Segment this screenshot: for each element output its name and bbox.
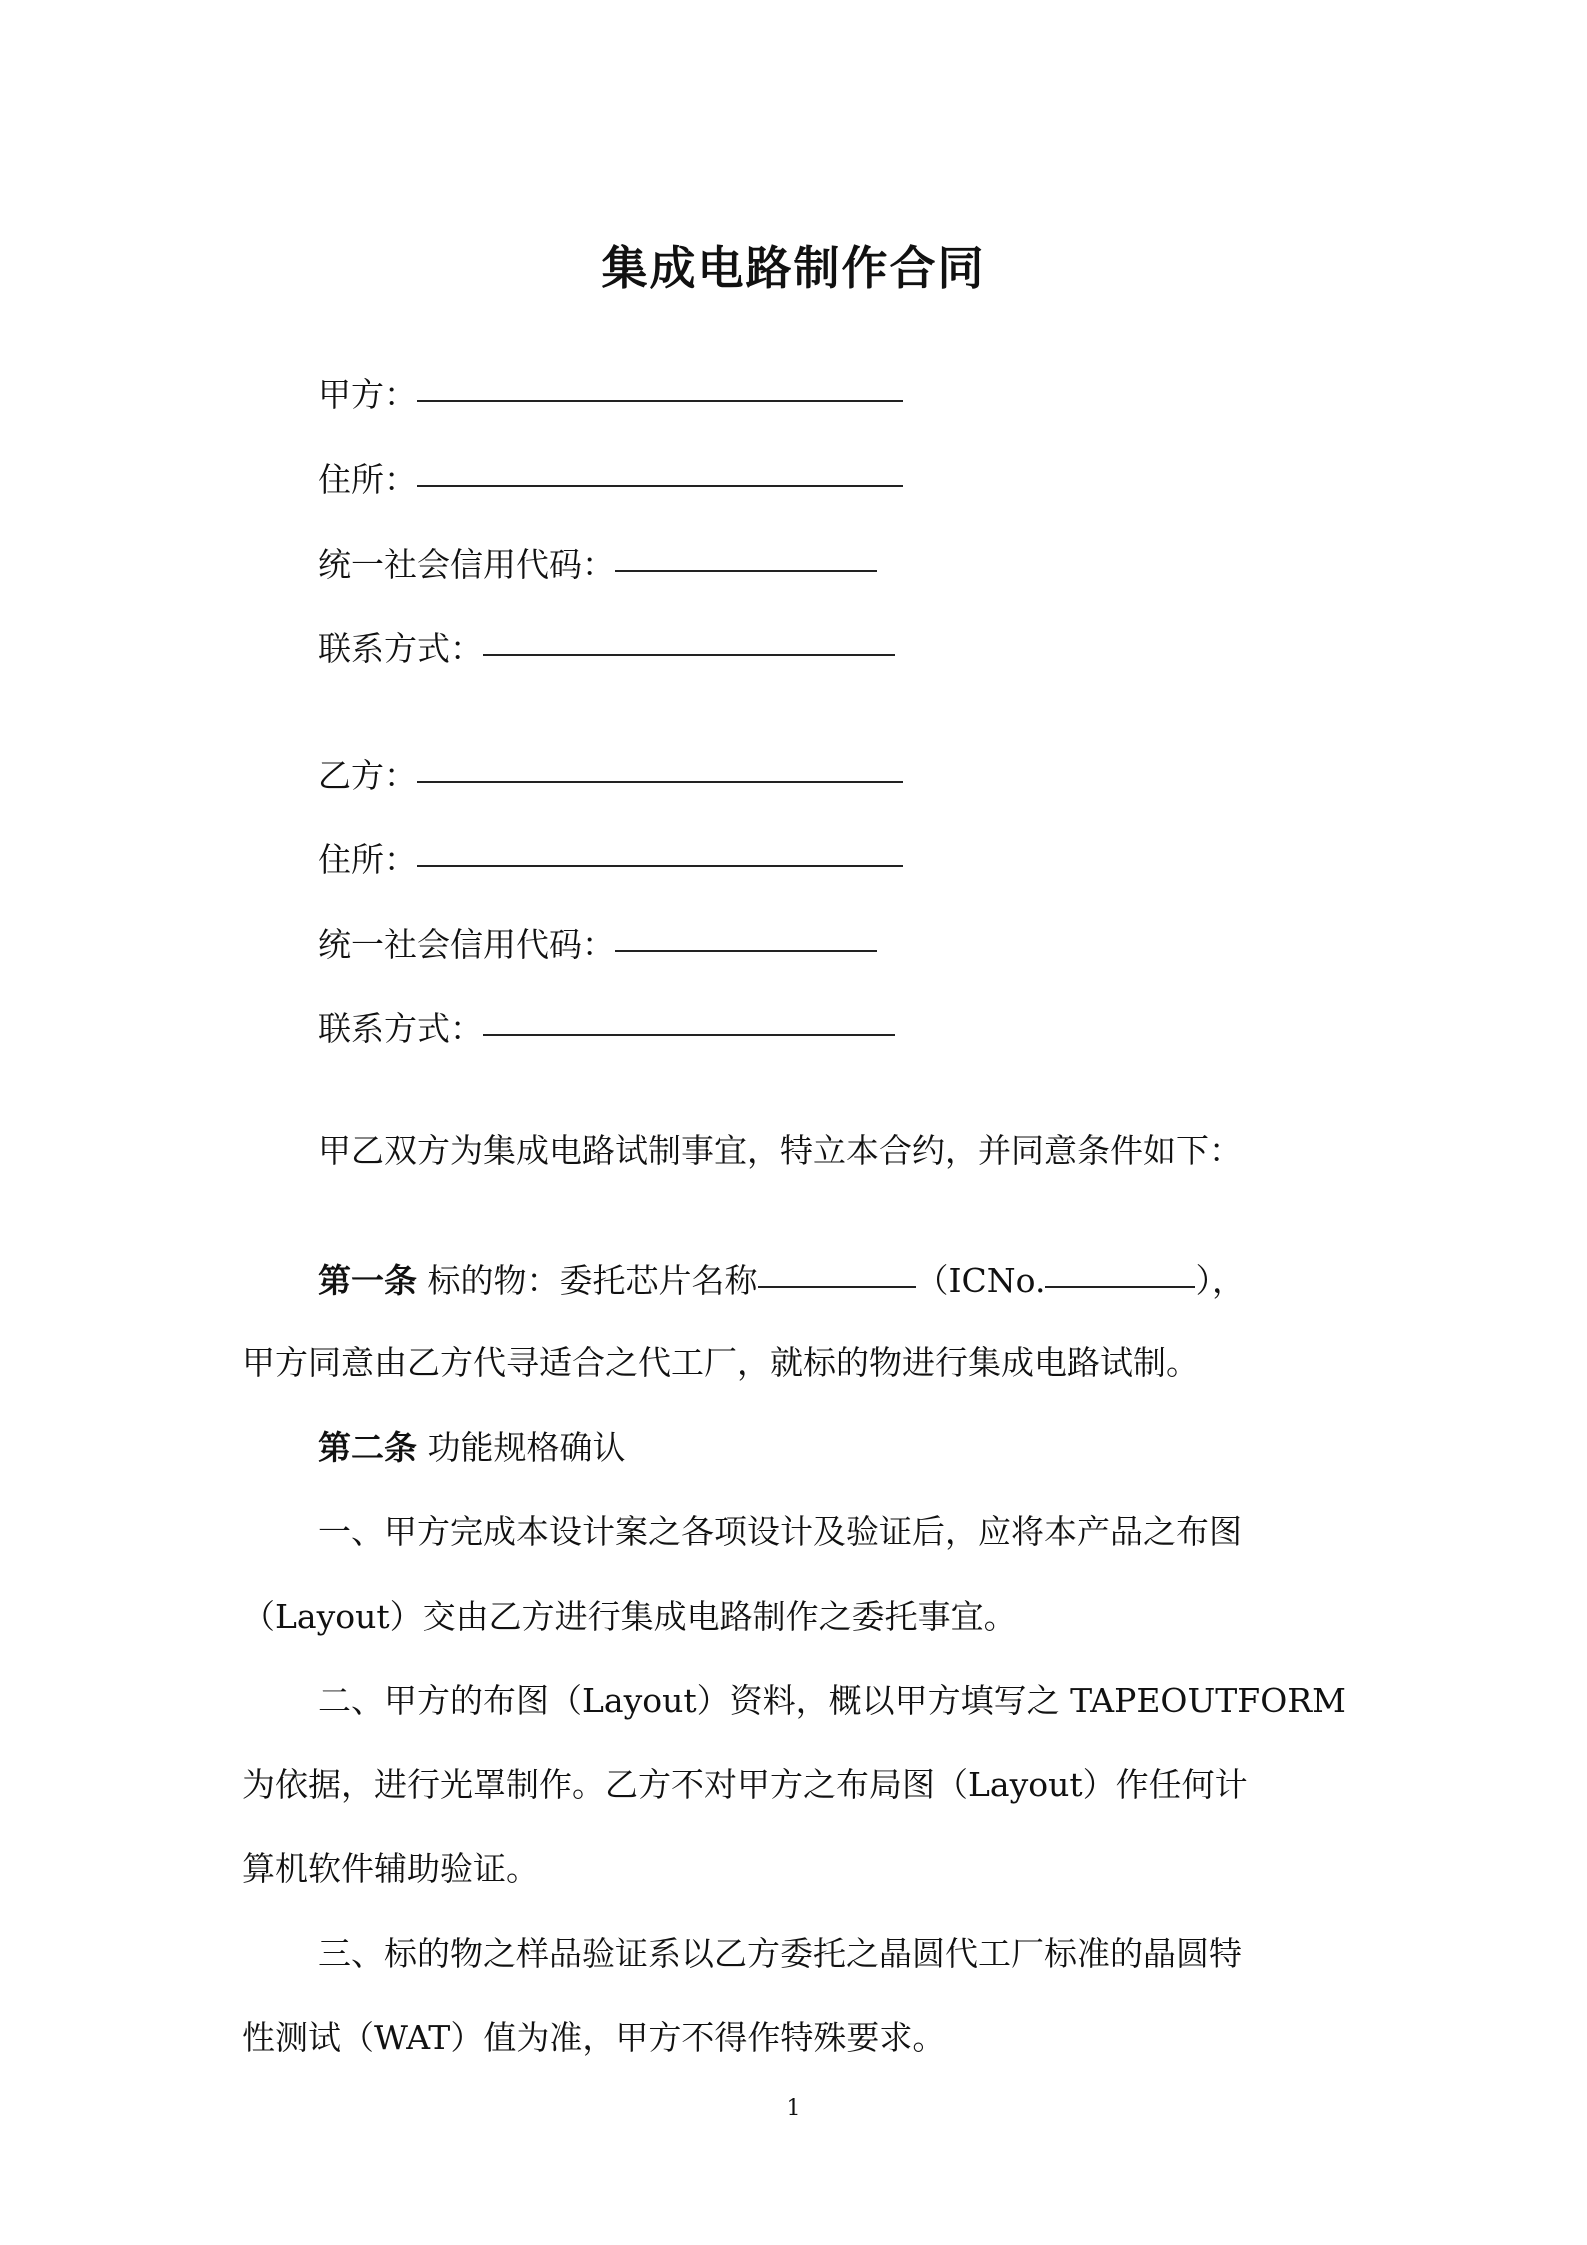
document-title: 集成电路制作合同: [601, 241, 986, 295]
party-b-address-label: 住所：: [318, 840, 417, 879]
article2-item1-line1: 一、甲方完成本设计案之各项设计及验证后，应将本产品之布图: [318, 1512, 1242, 1551]
article1-text-b: （ICNo.: [915, 1261, 1046, 1300]
article2-heading-text: 功能规格确认: [417, 1428, 626, 1467]
party-b-contact-row: [318, 1004, 895, 1052]
party-b-name-label: 乙方：: [318, 756, 417, 795]
party-b-contact-field[interactable]: [483, 1000, 895, 1036]
party-b-credit-code-row: [318, 920, 877, 968]
party-b-credit-code-field[interactable]: [615, 916, 877, 952]
party-a-address-label: 住所：: [318, 460, 417, 499]
party-b-credit-code-label: 统一社会信用代码：: [318, 925, 615, 964]
party-b-name-field[interactable]: [417, 747, 903, 783]
party-a-credit-code-label: 统一社会信用代码：: [318, 545, 615, 584]
party-a-address-row: [318, 455, 903, 503]
article2-item3-line1: 三、标的物之样品验证系以乙方委托之晶圆代工厂标准的晶圆特: [318, 1934, 1242, 1973]
article2-heading: 第二条: [318, 1428, 417, 1467]
article2-item2-line1: 二、甲方的布图（Layout）资料，概以甲方填写之 TAPEOUTFORM: [318, 1681, 1346, 1720]
article2-item3-line2: 性测试（WAT）值为准，甲方不得作特殊要求。: [242, 2018, 946, 2057]
party-a-credit-code-field[interactable]: [615, 536, 877, 572]
party-a-contact-row: [318, 624, 895, 672]
party-a-contact-label: 联系方式：: [318, 629, 483, 668]
party-b-contact-label: 联系方式：: [318, 1009, 483, 1048]
article1-text-c: ），: [1195, 1261, 1245, 1300]
article1-line1: [318, 1256, 1245, 1304]
party-b-address-field[interactable]: [417, 831, 903, 867]
page-number: 1: [786, 2096, 801, 2121]
intro-paragraph: 甲乙双方为集成电路试制事宜，特立本合约，并同意条件如下：: [318, 1131, 1242, 1170]
party-a-address-field[interactable]: [417, 451, 903, 487]
article1-text-a: 标的物：委托芯片名称: [417, 1261, 758, 1300]
article1-heading: 第一条: [318, 1261, 417, 1300]
article1-line2: 甲方同意由乙方代寻适合之代工厂，就标的物进行集成电路试制。: [242, 1343, 1199, 1382]
party-b-name-row: [318, 751, 903, 799]
party-a-credit-code-row: [318, 540, 877, 588]
party-a-contact-field[interactable]: [483, 620, 895, 656]
article2-item1-line2: （Layout）交由乙方进行集成电路制作之委托事宜。: [242, 1597, 1017, 1636]
article2-item2-line3: 算机软件辅助验证。: [242, 1849, 539, 1888]
party-a-name-field[interactable]: [417, 366, 903, 402]
chip-name-field[interactable]: [758, 1252, 916, 1288]
party-a-name-label: 甲方：: [318, 375, 417, 414]
party-a-name-row: [318, 370, 903, 418]
article2-heading-row: [318, 1425, 626, 1471]
article2-item2-line2: 为依据，进行光罩制作。乙方不对甲方之布局图（Layout）作任何计: [242, 1765, 1248, 1804]
ic-number-field[interactable]: [1045, 1252, 1195, 1288]
party-b-address-row: [318, 835, 903, 883]
